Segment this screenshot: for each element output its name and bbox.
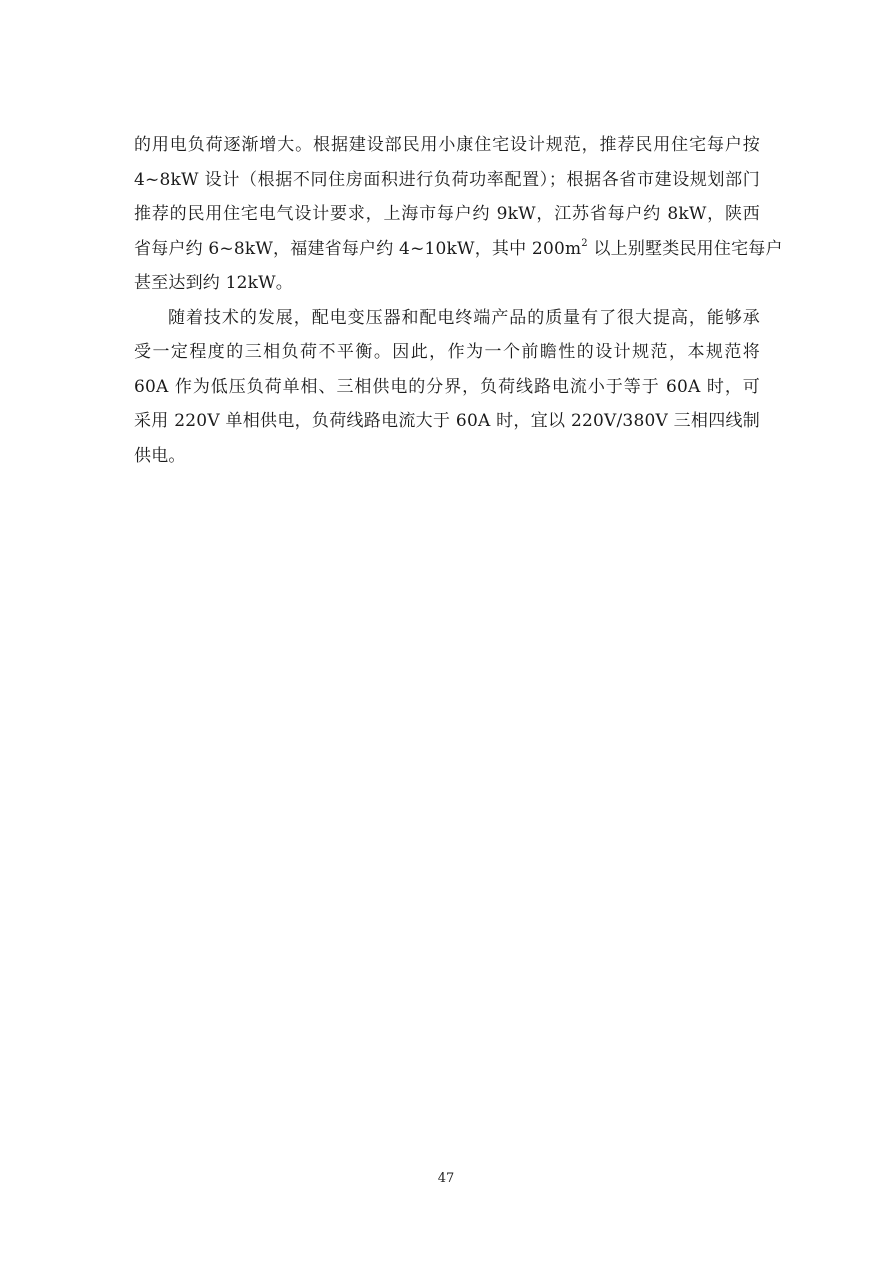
text-line: 60A 作为低压负荷单相、三相供电的分界，负荷线路电流小于等于 60A 时，可 xyxy=(134,376,760,397)
paragraph-2 xyxy=(134,301,760,474)
page-number: 47 xyxy=(437,1171,455,1186)
text-segment: 以上别墅类民用住宅每户 xyxy=(587,238,783,259)
text-line: 4~8kW 设计（根据不同住房面积进行负荷功率配置）；根据各省市建设规划部门 xyxy=(134,169,760,190)
text-line: 受一定程度的三相负荷不平衡。因此，作为一个前瞻性的设计规范，本规范将 xyxy=(134,342,760,362)
text-line: 推荐的民用住宅电气设计要求，上海市每户约 9kW，江苏省每户约 8kW，陕西 xyxy=(134,204,760,224)
text-line-with-superscript xyxy=(134,232,783,267)
paragraph-1 xyxy=(134,128,783,301)
text-line: 采用 220V 单相供电，负荷线路电流大于 60A 时，宜以 220V/380V 三相四线制 xyxy=(134,411,760,431)
page-body xyxy=(134,128,783,473)
text-line: 随着技术的发展，配电变压器和配电终端产品的质量有了很大提高，能够承 xyxy=(168,307,760,328)
text-line: 的用电负荷逐渐增大。根据建设部民用小康住宅设计规范，推荐民用住宅每户按 xyxy=(134,135,760,155)
text-line: 供电。 xyxy=(134,445,186,466)
text-line: 甚至达到约 12kW。 xyxy=(134,273,294,293)
superscript: 2 xyxy=(581,237,588,249)
text-segment: 省每户约 6~8kW，福建省每户约 4~10kW，其中 200m xyxy=(134,238,582,259)
